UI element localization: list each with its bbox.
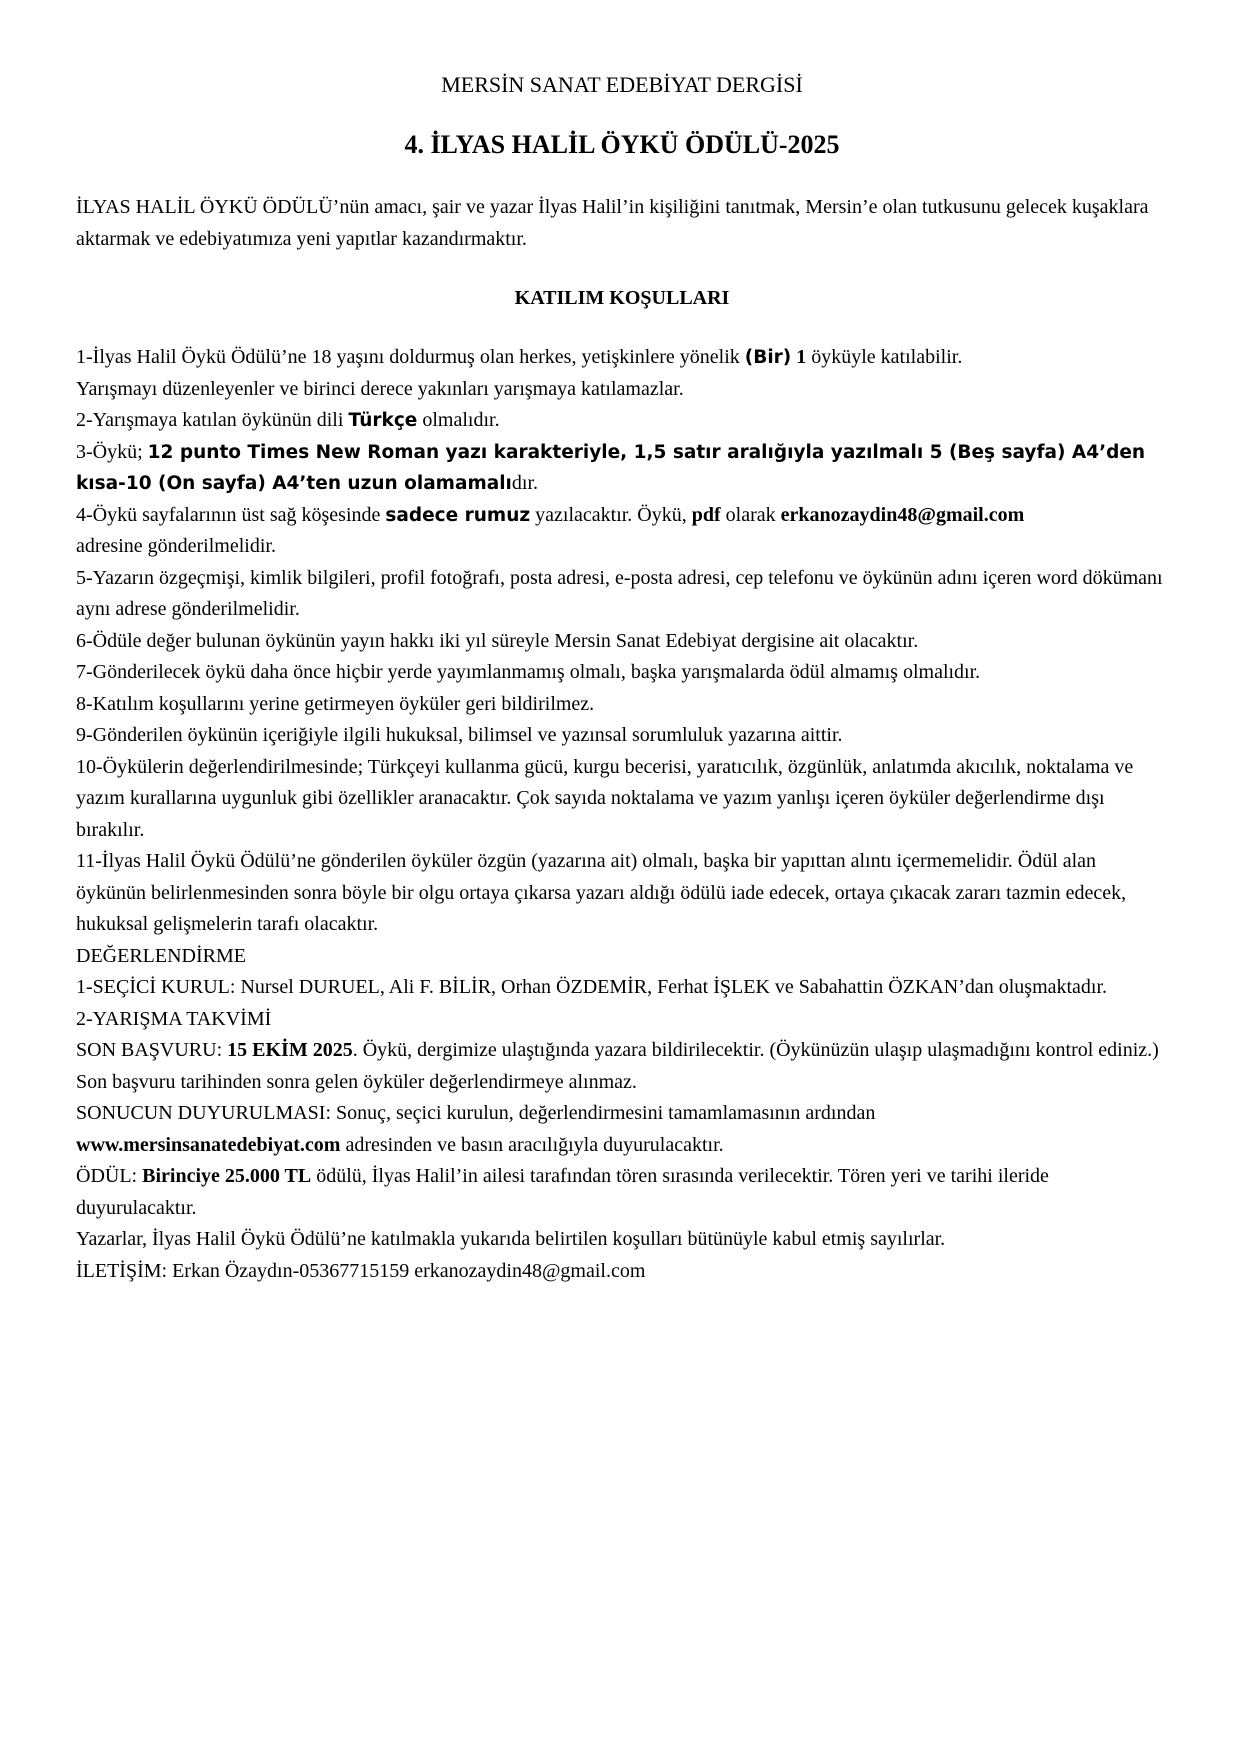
rule-4-email: erkanozaydin48@gmail.com (780, 503, 1025, 526)
rule-1-exclusion: Yarışmayı düzenleyenler ve birinci derece yakınları yarışmaya katılamazlar. (76, 377, 684, 400)
rule-3 (76, 437, 1168, 500)
award-line (76, 1161, 1168, 1224)
rule-4-text2: yazılacaktır. Öykü, (530, 503, 692, 526)
rule-8: 8-Katılım koşullarını yerine getirmeyen öyküler geri bildirilmez. (76, 692, 595, 715)
rule-10: 10-Öykülerin değerlendirilmesinde; Türkçeyi kullanma gücü, kurgu becerisi, yaratıcılık, özgünlük, anlatımda akıcılık, noktalama ve yazım kurallarına uygunluk gibi özellikler aranacaktır. Çok sayıda noktalama ve yazım yanlışı içeren öyküler değerlendirme dışı bırakılır. (76, 755, 1134, 841)
rule-3-end: dır. (511, 472, 539, 494)
rule-1-bir: (Bir) (744, 347, 792, 368)
award-label: ÖDÜL: (76, 1165, 143, 1187)
award-amount: Birinciye 25.000 TL (142, 1165, 312, 1187)
rule-4-pdf: pdf (691, 503, 721, 526)
deadline-label: SON BAŞVURU: (76, 1039, 228, 1061)
website-link: www.mersinsanatedebiyat.com (76, 1133, 341, 1156)
rule-3-text: 3-Öykü; (76, 440, 148, 463)
rule-7: 7-Gönderilecek öykü daha önce hiçbir yerde yayımlanmamış olmalı, başka yarışmalarda ödül almamış olmalıdır. (76, 661, 981, 683)
rule-11: 11-İlyas Halil Öykü Ödülü’ne gönderilen öyküler özgün (yazarına ait) olmalı, başka bir yapıttan alıntı içermemelidir. Ödül alan öykünün belirlenmesinden sonra böyle bir olgu ortaya çıkarsa yazarı aldığı ödülü iade edecek, ortaya çıkacak zararı tazmin edecek, hukuksal gelişmelerin tarafı olacaktır. (76, 850, 1127, 935)
rule-2 (76, 405, 1168, 437)
rule-4-text: 4-Öykü sayfalarının üst sağ köşesinde (76, 503, 386, 526)
acceptance-line: Yazarlar, İlyas Halil Öykü Ödülü’ne katılmakla yukarıda belirtilen koşulları bütünüyle kabul etmiş sayılırlar. (76, 1228, 946, 1250)
rule-2-language: Türkçe (348, 410, 418, 431)
document-page (76, 72, 1168, 1287)
rule-6: 6-Ödüle değer bulunan öykünün yayın hakkı iki yıl süreyle Mersin Sanat Edebiyat dergisine ait olacaktır. (76, 629, 919, 652)
jury-line: 1-SEÇİCİ KURUL: Nursel DURUEL, Ali F. BİLİR, Orhan ÖZDEMİR, Ferhat İŞLEK ve Sabahattin ÖZKAN’dan oluşmaktadır. (76, 976, 1108, 998)
rule-5: 5-Yazarın özgeçmişi, kimlik bilgileri, profil fotoğrafı, posta adresi, e-posta adresi, cep telefonu ve öykünün adını içeren word dökümanı aynı adrese gönderilmelidir. (76, 566, 1163, 620)
rule-1-count: 1 (791, 346, 807, 368)
rule-4-text3: olarak (720, 503, 781, 526)
award-text: ödülü, İlyas Halil’in ailesi tarafından tören sırasında verilecektir. Tören yeri ve tarihi ileride duyurulacaktır. (76, 1165, 1049, 1219)
result-text: SONUCUN DUYURULMASI: Sonuç, seçici kurulun, değerlendirmesini tamamlamasının ardından (76, 1102, 876, 1124)
magazine-name: MERSİN SANAT EDEBİYAT DERGİSİ (441, 72, 803, 97)
evaluation-heading: DEĞERLENDİRME (76, 944, 246, 967)
rule-4-rumuz: sadece rumuz (385, 504, 531, 526)
rule-2-text: 2-Yarışmaya katılan öykünün dili (76, 409, 349, 431)
rule-4 (76, 500, 1168, 563)
calendar-heading: 2-YARIŞMA TAKVİMİ (76, 1007, 272, 1030)
rule-3-format: 12 punto Times New Roman yazı karakteriyle, 1,5 satır aralığıyla yazılmalı 5 (Beş sayfa) A4’den kısa-10 (On sayfa) A4’ten uzun olamamalı (76, 441, 1146, 494)
section-title: KATILIM KOŞULLARI (514, 287, 730, 309)
rule-1 (76, 342, 1168, 405)
award-title: 4. İLYAS HALİL ÖYKÜ ÖDÜLÜ-2025 (404, 130, 840, 159)
deadline-date: 15 EKİM 2025 (227, 1039, 353, 1061)
rule-4-end: adresine gönderilmelidir. (76, 535, 276, 557)
result-line (76, 1098, 1168, 1161)
rule-2-end: olmalıdır. (417, 409, 500, 431)
deadline-line (76, 1035, 1168, 1098)
rule-1-end: öyküyle katılabilir. (806, 346, 963, 368)
deadline-text: . Öykü, dergimize ulaştığında yazara bildirilecektir. (Öykünüzün ulaşıp ulaşmadığını kontrol ediniz.) Son başvuru tarihinden sonra gelen öyküler değerlendirmeye alınmaz. (76, 1039, 1159, 1093)
contact-line: İLETİŞİM: Erkan Özaydın-05367715159 erkanozaydin48@gmail.com (76, 1259, 646, 1282)
intro-paragraph: İLYAS HALİL ÖYKÜ ÖDÜLÜ’nün amacı, şair ve yazar İlyas Halil’in kişiliğini tanıtmak, Mersin’e olan tutkusunu gelecek kuşaklara aktarmak ve edebiyatımıza yeni yapıtlar kazandırmaktır. (76, 196, 1149, 250)
rule-9: 9-Gönderilen öykünün içeriğiyle ilgili hukuksal, bilimsel ve yazınsal sorumluluk yazarına aittir. (76, 724, 843, 746)
rule-1-text: 1-İlyas Halil Öykü Ödülü’ne 18 yaşını doldurmuş olan herkes, yetişkinlere yönelik (76, 346, 745, 368)
result-text-end: adresinden ve basın aracılığıyla duyurulacaktır. (340, 1133, 724, 1156)
